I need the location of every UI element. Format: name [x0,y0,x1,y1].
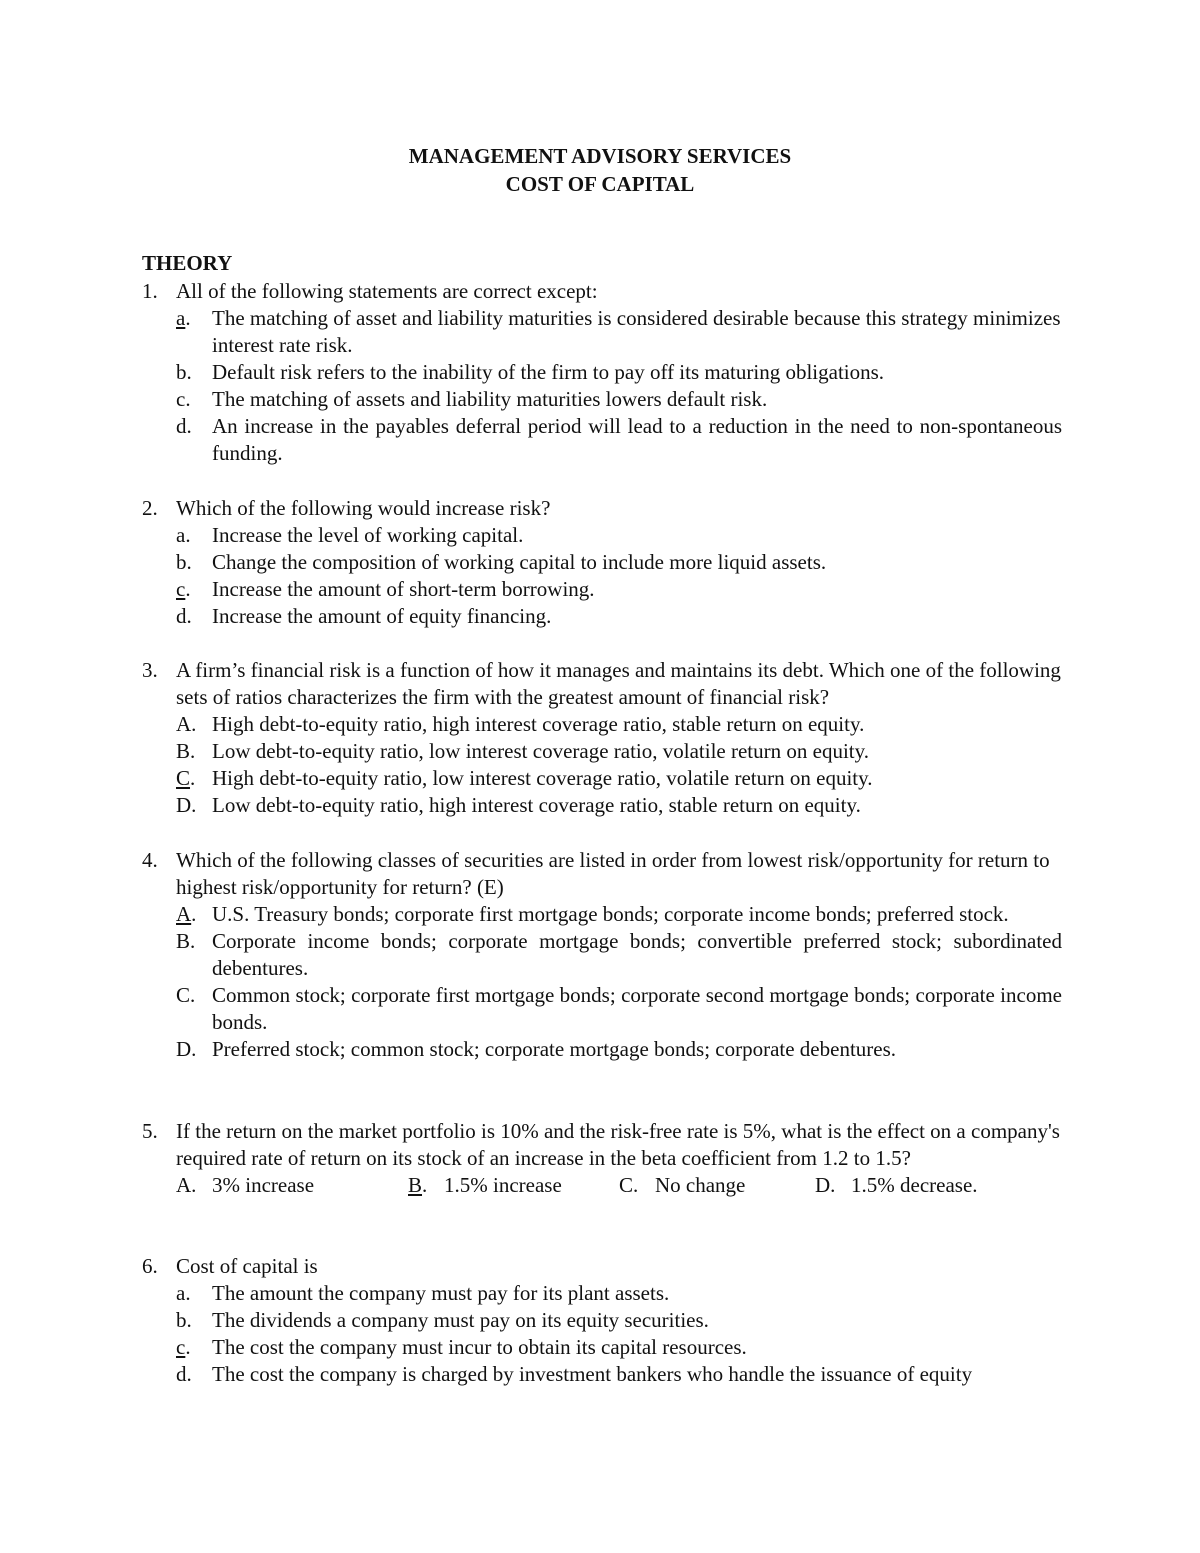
option-a: A. U.S. Treasury bonds; corporate first mortgage bonds; corporate income bonds; preferred stock. [176,901,1062,928]
option-text: The amount the company must pay for its plant assets. [212,1281,670,1305]
option-c [176,982,1062,1036]
option-a: a. The matching of asset and liability maturities is considered desirable because this strategy minimizes interest rate risk. [176,306,1061,357]
option-letter: B. [176,739,196,763]
option-a [176,1172,408,1199]
option-d [815,1172,978,1199]
option-text: An increase in the payables deferral period will lead to a reduction in the need to non-spontaneous funding. [212,414,1062,465]
question-2 [142,495,1062,630]
option-d [176,1361,1062,1388]
option-d [176,413,1062,467]
option-text: No change [655,1173,746,1197]
option-c: C. High debt-to-equity ratio, low interest coverage ratio, volatile return on equity. [176,765,1062,792]
option-letter: d. [176,1362,192,1386]
option-letter: D. [815,1173,836,1197]
option-letter: b. [176,360,192,384]
option-text: The dividends a company must pay on its equity securities. [212,1308,709,1332]
option-text: U.S. Treasury bonds; corporate first mortgage bonds; corporate income bonds; preferred stock. [212,902,1009,926]
option-letter: b. [176,550,192,574]
question-text: Which of the following would increase risk? [176,496,551,520]
option-text: High debt-to-equity ratio, low interest coverage ratio, volatile return on equity. [212,766,873,790]
option-a [176,522,1062,549]
option-d [176,603,1062,630]
section-heading: THEORY [142,251,233,275]
option-c: c. Increase the amount of short-term borrowing. [176,576,1062,603]
question-number: 1. [142,279,158,303]
option-letter: c. [176,387,191,411]
option-letter: A. [176,712,197,736]
question-text: All of the following statements are correct except: [176,279,598,303]
option-text: 3% increase [212,1173,315,1197]
question-text: Cost of capital is [176,1254,318,1278]
question-5 [142,1118,1062,1199]
document-subtitle: COST OF CAPITAL [505,172,695,196]
option-letter: D. [176,793,197,817]
option-letter: A. [176,1173,197,1197]
question-number: 2. [142,496,158,520]
option-c [619,1172,815,1199]
option-letter: D. [176,1037,197,1061]
option-text: High debt-to-equity ratio, high interest coverage ratio, stable return on equity. [212,712,865,736]
option-text: Increase the amount of short-term borrowing. [212,577,595,601]
option-text: Increase the amount of equity financing. [212,604,552,628]
option-letter: C. [619,1173,639,1197]
option-text: Increase the level of working capital. [212,523,524,547]
option-text: 1.5% increase [444,1173,562,1197]
question-6 [142,1253,1062,1388]
option-b [176,928,1062,982]
option-text: Change the composition of working capital to include more liquid assets. [212,550,827,574]
option-text: 1.5% decrease. [851,1173,978,1197]
question-3 [142,657,1062,819]
option-letter: a. [176,1281,191,1305]
option-text: Common stock; corporate first mortgage bonds; corporate second mortgage bonds; corporate income bonds. [212,983,1062,1034]
question-text: Which of the following classes of securities are listed in order from lowest risk/opportunity for return to highest risk/opportunity for return? (E) [176,848,1050,899]
option-text: Corporate income bonds; corporate mortgage bonds; convertible preferred stock; subordinated debentures. [212,929,1062,980]
option-text: The cost the company must incur to obtain its capital resources. [212,1335,747,1359]
question-4 [142,847,1062,1063]
option-letter: A [176,902,192,926]
option-letter: a. [176,523,191,547]
option-b [176,738,1062,765]
option-text: Default risk refers to the inability of the firm to pay off its maturing obligations. [212,360,885,384]
question-number: 5. [142,1119,158,1143]
question-number: 4. [142,848,158,872]
question-text: If the return on the market portfolio is 10% and the risk-free rate is 5%, what is the effect on a company's required rate of return on its stock of an increase in the beta coefficient from 1.2 to 1.5? [176,1119,1060,1170]
option-text: The matching of assets and liability maturities lowers default risk. [212,387,768,411]
option-letter: c [176,1335,186,1359]
option-d [176,792,1062,819]
option-b [176,359,1062,386]
option-b [176,1307,1062,1334]
option-b [176,549,1062,576]
option-text: Low debt-to-equity ratio, low interest coverage ratio, volatile return on equity. [212,739,870,763]
option-letter: C [176,766,191,790]
option-letter: d. [176,604,192,628]
option-text: The cost the company is charged by investment bankers who handle the issuance of equity [212,1362,973,1386]
option-letter: b. [176,1308,192,1332]
option-text: Preferred stock; common stock; corporate mortgage bonds; corporate debentures. [212,1037,897,1061]
option-text: Low debt-to-equity ratio, high interest coverage ratio, stable return on equity. [212,793,861,817]
option-letter: a [176,306,186,330]
option-letter: C. [176,983,196,1007]
option-c [176,386,1062,413]
question-number: 3. [142,658,158,682]
option-c: c. The cost the company must incur to obtain its capital resources. [176,1334,1062,1361]
option-b: B. 1.5% increase [408,1173,562,1197]
document-title: MANAGEMENT ADVISORY SERVICES [408,144,792,168]
question-1 [142,278,1062,467]
option-letter: B. [176,929,196,953]
option-text: The matching of asset and liability maturities is considered desirable because this strategy minimizes interest rate risk. [212,306,1061,357]
option-a [176,711,1062,738]
question-text: A firm’s financial risk is a function of how it manages and maintains its debt. Which one of the following sets of ratios characterizes the firm with the greatest amount of financial risk? [176,658,1061,709]
question-number: 6. [142,1254,158,1278]
option-letter: c [176,577,186,601]
option-letter: d. [176,414,192,438]
option-letter: B [408,1173,423,1197]
option-d [176,1036,1062,1063]
option-a [176,1280,1062,1307]
